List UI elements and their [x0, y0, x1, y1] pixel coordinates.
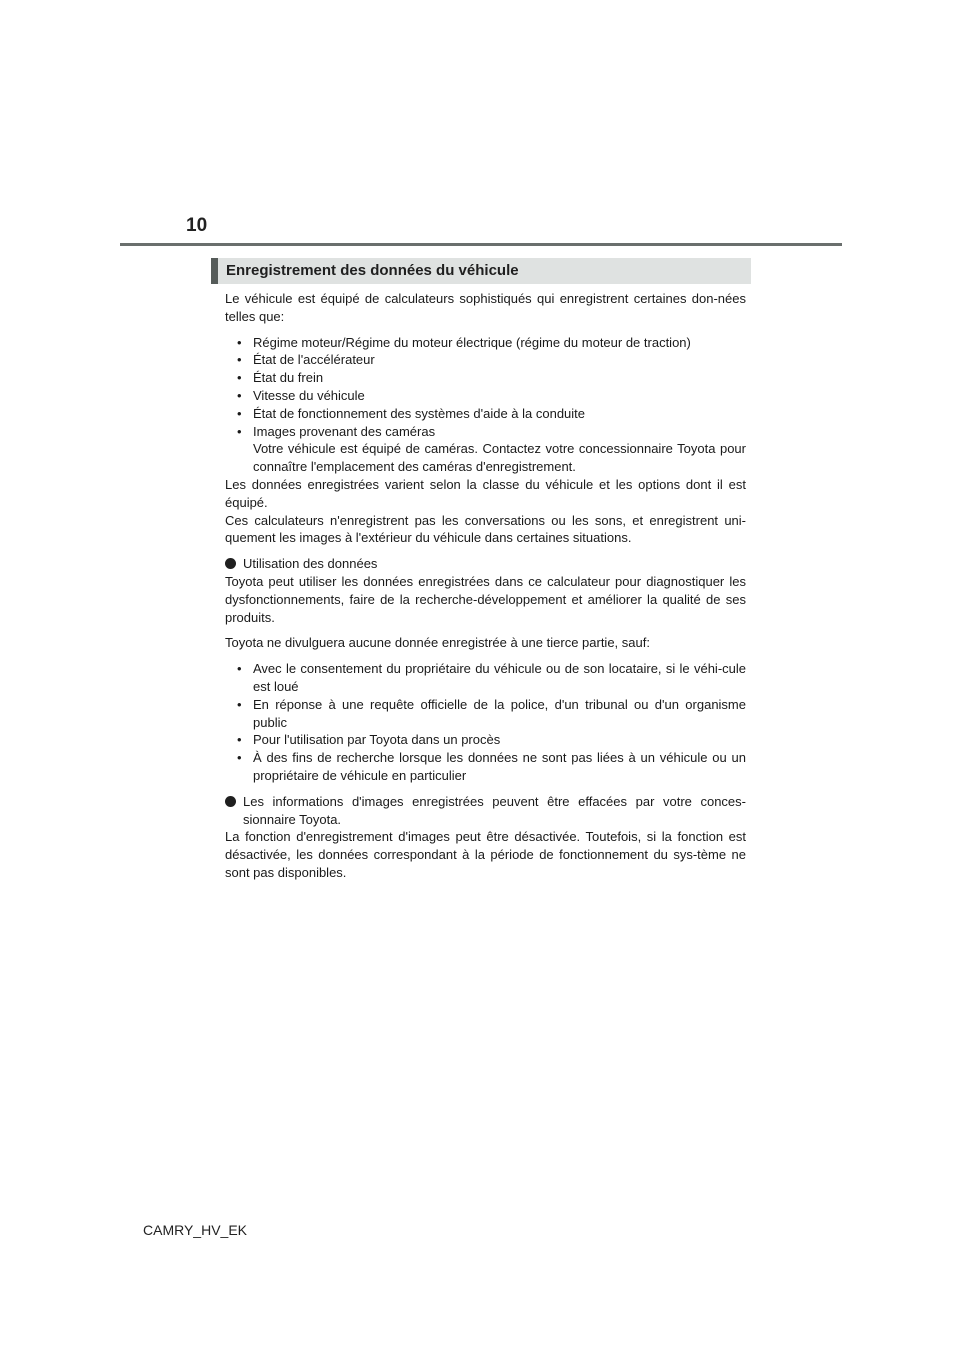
intro-paragraph: Le véhicule est équipé de calculateurs sophistiqués qui enregistrent certaines don-nées telles que:: [225, 291, 746, 324]
varies-paragraph: Les données enregistrées varient selon la classe du véhicule et les options dont il est équipé.: [225, 476, 746, 510]
list-item-label: Images provenant des caméras: [253, 423, 436, 439]
list-item: • État de fonctionnement des systèmes d'aide à la conduite: [231, 405, 746, 423]
erase-paragraph: La fonction d'enregistrement d'images peut être désactivée. Toutefois, si la fonction est désactivée, les données correspondant à la période de fonctionnement du sys-tème ne sont pas disponibles.: [225, 829, 746, 880]
list-item: • Vitesse du véhicule: [231, 387, 746, 405]
list-item: • État du frein: [231, 369, 746, 387]
list-item: • Régime moteur/Régime du moteur électrique (régime du moteur de traction): [231, 334, 746, 352]
erase-heading-text: Les informations d'images enregistrées peuvent être effacées par votre conces-sionnaire Toyota.: [243, 793, 746, 827]
list-item: • Avec le consentement du propriétaire du véhicule ou de son locataire, si le véhi-cule est loué: [231, 660, 746, 696]
section-title: Enregistrement des données du véhicule: [211, 258, 751, 284]
list-item-cameras: [231, 423, 746, 476]
header-rule: [120, 243, 842, 246]
usage-heading: [225, 555, 746, 573]
list-item: • À des fins de recherche lorsque les données ne sont pas liées à un véhicule ou un propriétaire de véhicule en particulier: [231, 749, 746, 785]
bullet-circle-icon: [225, 796, 236, 807]
footer-code: CAMRY_HV_EK: [143, 1222, 248, 1238]
list-item: • En réponse à une requête officielle de la police, d'un tribunal ou d'un organisme public: [231, 696, 746, 732]
usage-paragraph: Toyota peut utiliser les données enregistrées dans ce calculateur pour diagnostiquer les dysfonctionnements, faire de la recherche-développement et améliorer la qualité de ses produits.: [225, 573, 746, 625]
body-content: [225, 290, 746, 882]
erase-heading: [225, 793, 746, 829]
list-item-subtext: Votre véhicule est équipé de caméras. Contactez votre concessionnaire Toyota pour connaître l'emplacement des caméras d'enregistrement.: [253, 441, 746, 475]
bullet-circle-icon: [225, 558, 236, 569]
recorded-data-list: [225, 334, 746, 476]
disclosure-intro: Toyota ne divulguera aucune donnée enregistrée à une tierce partie, sauf:: [225, 635, 650, 651]
no-audio-paragraph: Ces calculateurs n'enregistrent pas les conversations ou les sons, et enregistrent uni-quement les images à l'extérieur du véhicule dans certaines situations.: [225, 512, 746, 546]
disclosure-list: [225, 660, 746, 785]
page-number: 10: [186, 215, 208, 236]
usage-heading-text: Utilisation des données: [243, 556, 378, 572]
list-item: • Pour l'utilisation par Toyota dans un procès: [231, 731, 746, 749]
list-item: • État de l'accélérateur: [231, 351, 746, 369]
